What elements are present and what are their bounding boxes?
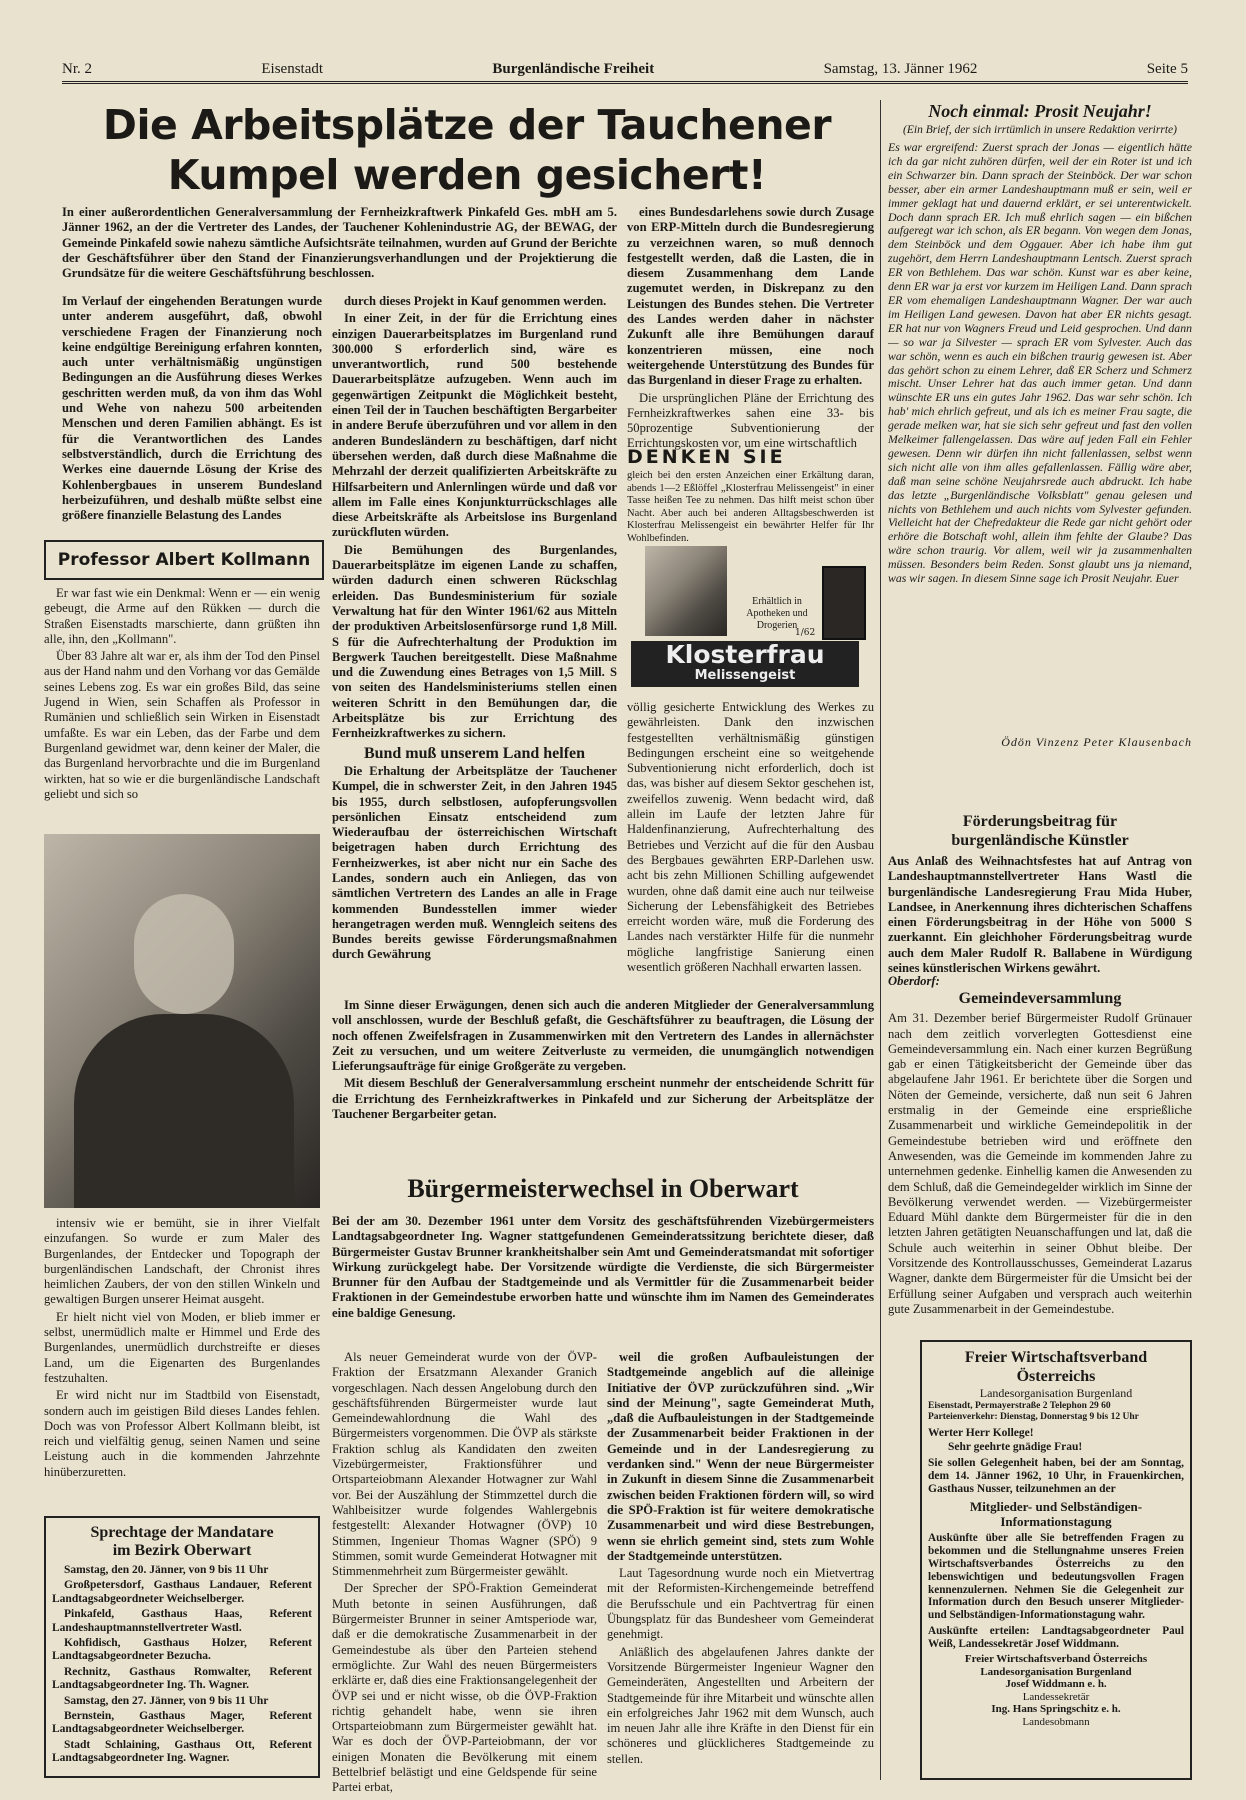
ad-note: Erhältlich in Apotheken und Drogerien <box>746 596 808 631</box>
wirtschaft-box <box>920 1340 1192 1780</box>
issue-number: Nr. 2 <box>62 61 92 77</box>
kollmann-p2: Über 83 Jahre alt war er, als ihm der Tod den Pinsel aus der Hand nahm und den Vorhang vor das Gemälde seines Lebens zog. Es war ein großes Bild, das seine Jugend in Wien, sein Schaffen als Professor in Rumänien und schließlich sein Wirken in Eisenstadt umfaßte. Es war ein Leben, das der Farbe und dem Burgenland gewidmet war, denn keiner der Maler, die das Burgenland hervorbrachte und die im Burgenland wirkten, hat so wie er die burgenländische Landschaft geliebt und sich so <box>44 649 320 801</box>
oberdorf-article <box>888 974 1192 1340</box>
wirtschaft-sign-1-role: Landessekretär <box>1022 1690 1090 1703</box>
col2-c: Die Bemühungen des Burgenlandes, Dauerarbeitsplätze im eigenen Lande zu schaffen, würden dadurch einen schweren Rückschlag erleiden. Das Bundesministerium für soziale Verwaltung hat für den Winter 1961/62 aus Mitteln der produktiven Arbeitslosenfürsorge rund 1,8 Mill. S für die Aufrechterhaltung der Produktion im Bergwerk Tauchen bereitgestellt. Diese Maßnahme und die Zuwendung eines Betrages von 1,5 Mill. S von seiten des Handelsministeriums stellen einen weiteren Schritt in den Bemühungen dar, die Arbeitsplätze bis zur Errichtung des Fernheizkraftwerkes zu sichern. <box>332 542 617 741</box>
sprechtage-item: Pinkafeld, Gasthaus Haas, Referent Landeshauptmannstellvertreter Wastl. <box>52 1608 312 1634</box>
main-col-3: völlig gesicherte Entwicklung des Werkes zu gewährleisten. Dank den inzwischen festgestellten verhältnismäßig günstigen Bedingungen erscheint eine so weitgehende Subventionierung nicht erforderlich, doch ist das, was bisher auf diesem Sektor geschehen ist, zweifellos zuwenig. Wenn bedacht wird, daß allein im Laufe der letzten Jahre für Haldenfinanzierung, Aufrechterhaltung des Betriebes und Verzicht auf die für den Ausbau des Bergbaues gewährten ERP-Darlehen usw. acht bis zehn Millionen Schilling aufgewendet wurden, ohne daß damit eine auch nur teilweise Sicherung der Lebensfähigkeit des Betriebes erreicht worden wäre, muß die Forderung des Landes nach verstärkter Hilfe für die nunmehr mögliche langfristige Sanierung einen wesentlich größeren Nachhall erwarten lassen. <box>627 700 874 975</box>
newspaper-name: Burgenländische Freiheit <box>492 61 655 77</box>
oberwart-title: Bürgermeisterwechsel in Oberwart <box>407 1174 799 1203</box>
oberwart-title-wrap <box>332 1170 874 1210</box>
subhead: Bund muß unserem Land helfen <box>363 744 586 762</box>
oberdorf-title: Gemeindeversammlung <box>958 990 1122 1008</box>
ad-brand-sub: Melissengeist <box>694 668 796 683</box>
kollmann-text-1 <box>44 586 320 824</box>
column-divider <box>880 100 881 1780</box>
sprechtage-item: Stadt Schlaining, Gasthaus Ott, Referent Landtagsabgeordneter Ing. Wagner. <box>52 1738 312 1765</box>
wirtschaft-greeting-2: Sehr geehrte gnädige Frau! <box>948 1440 1083 1453</box>
place: Eisenstadt <box>261 61 324 77</box>
sprechtage-item: Kohfidisch, Gasthaus Holzer, Referent Landtagsabgeordneter Bezucha. <box>52 1637 312 1663</box>
neujahr-signature: Ödön Vinzenz Peter Klausenbach <box>1001 735 1192 749</box>
portrait-face <box>134 894 234 1014</box>
oberwart-a1: Als neuer Gemeinderat wurde von der ÖVP-Fraktion der Ersatzmann Alexander Granich vorgeschlagen. Nach dessen Angelobung durch den geschäftsführenden Bürgermeister wurde laut Gemeindewahlordnung die Wahl des Bürgermeisters vorgenommen. Die ÖVP als stärkste Fraktion schlug als Kandidaten den zweiten Vizebürgermeister, Fraktionsführer und Ortsparteiobmann Alexander Hotwagner zur Wahl vor. Bei der Auszählung der Stimmzettel durch die Wahlbeisitzer wurde folgendes Wahlergebnis festgestellt: Alexander Hotwagner (ÖVP) 10 Stimmen, Ingenieur Thomas Wagner (SPÖ) 9 Stimmen, somit wurde Gemeinderat Hotwagner mit Stimmenmehrheit zum Bürgermeister gewählt. <box>332 1350 597 1579</box>
kollmann-p3: intensiv wie er bemüht, sie in ihrer Vielfalt einzufangen. So wurde er zum Maler des Burgenlandes, der Entdecker und Topograph der burgenländischen Landschaft, der Chronist ihres heimlichen Zaubers, der von den stillen Winkeln und gewaltigen Burgen unserer Heimat ausgeht. <box>44 1216 320 1307</box>
sprechtage-box <box>44 1516 320 1778</box>
ad-code: 1/62 <box>795 628 816 638</box>
oberwart-b2: Laut Tagesordnung wurde noch ein Mietvertrag mit der Reformisten-Kirchengemeinde betreffend die Berufsschule und ein Pachtvertrag für einen Übungsplatz für das Bundesheer vom Gemeinderat genehmigt. <box>607 1566 874 1642</box>
klosterfrau-ad <box>627 446 874 690</box>
wirtschaft-invite: Sie sollen Gelegenheit haben, bei der am Sonntag, dem 14. Jänner 1962, 10 Uhr, in Frauenkirchen, Gasthaus Nusser, teilzunehmen an der <box>928 1456 1184 1496</box>
foerderung-title: Förderungsbeitrag für burgenländische Künstler <box>951 813 1129 849</box>
oberwart-lead: Bei der am 30. Dezember 1961 unter dem Vorsitz des geschäftsführenden Vizebürgermeisters Landtagsabgeordneter Ing. Wagner stattgefundenen Gemeinderatssitzung berichtete dieser, daß Bürgermeister Gustav Brunner krankheitshalber sein Amt und Gemeinderatsmandat mit sofortiger Wirkung zurückgelegt habe. Der Vorsitzende würdigte die Verdienste, die sich Bürgermeister Brunner für den Aufbau der Stadtgemeinde und als Vermittler für die Zusammenarbeit beider Fraktionen in der Gemeindestube erworben hatte und wünschte ihm im Namen des Gemeinderates eine baldige Genesung. <box>332 1214 874 1320</box>
main-col-2 <box>332 294 617 992</box>
lead-right-text: eines Bundesdarlehens sowie durch Zusage von ERP-Mitteln durch die Bundesregierung zu verzeichnen waren, so muß dennoch festgestellt werden, daß die Lasten, die in diesem Zusammenhang dem Lande zugemutet werden, in Diskrepanz zu den Leistungen des Bundes stehen. Die Vertreter des Landes werden daher in nächster Zukunft alle ihre Bemühungen darauf konzentrieren müssen, eine noch weitergehende Unterstützung des Bundes für das Burgenland in dieser Frage zu erhalten. <box>627 205 874 388</box>
oberwart-b3: Anläßlich des abgelaufenen Jahres dankte der Vorsitzende Bürgermeister Ingenieur Wagner den Gemeinderäten, Angestellten und Arbeitern der Stadtgemeinde für ihre Mitarbeit und wünschte allen ein erfolgreiches Jahr 1962 mit dem Wunsch, auch im neuen Jahr alle ihre Kräfte in den Dienst für ein schöneres und glücklicheres Stadtgemeinde zu stellen. <box>607 1644 874 1766</box>
wirtschaft-sign-1: Josef Widdmann e. h. <box>1005 1678 1107 1691</box>
neujahr-text: Es war ergreifend: Zuerst sprach der Jonas — eigentlich hätte ich da gar nicht zuhören dürfen, weil der ein Roter ist und ich ein Schwarzer bin. Dann sprach der Steinböck. Der war schon besser, aber ein armer Landeshauptmann muß er sein, weil er immer geklagt hat und dauernd erklärt, er sei unterentwickelt. Doch dann sprach ER. Ich muß ehrlich sagen — ein bißchen aufgeregt war ich schon, als ER begann. Von wegen dem Jonas, dem Steinböck und dem Oggauer. Aber ich habe ihm gut zugehört, dem Herrn Landeshauptmann Lentsch. Zuerst sprach ER von Bethlehem. Das war schön. Kunst war es aber keine, denn ER war ja erst vor kurzem im Heiligen Land. Dann sprach ER vom ehemaligen Landeshauptmann Wagner. Der war auch im Heiligen Land gewesen. Davon hat aber ER nichts gesagt. ER hat nur von Wagners Freud und Leid gesprochen. Und dann — so war ja Silvester — sprach ER vom Sylvester. Auch das war schön, wenn es auch ein bißchen traurig gewesen ist. Aber das gehört schon zu einem Lehrer, daß ER Scherz und Schmerz mischt. Unser Lehrer hat das auch immer getan. Und dann wünschte ER uns ein gutes Jahr 1962. Das war sehr schön. Ich hab' mich ehrlich gefreut, und als ich es meiner Frau sagte, die gerade melken war, hat sie sich sehr gefreut und fast den vollen Melkeimer fallengelassen. Das wäre auf jeden Fall ein Fehler gewesen. Denn wir dürfen ihn nicht fallenlassen, selbst wenn sich nicht alle von ihm alles gefallenlassen. Fällig wäre aber, daß man seine schöne Neujahrsrede auch abdruckt. Ich habe das letzte „Burgenländische Volksblatt" genau gelesen und nichts von Bethlehem und auch nichts vom Sylvester gefunden. Vielleicht hat der Chefredakteur die Rede gar nicht gehört oder erhöre die Botschaft wohl, allein ihm fehlte der Glaube? Das wäre schon traurig. Vor allem, weil wir ja zusammenhalten müssen. Besonders beim Reden. Sonst glaubt uns ja niemand, was wir sagen. In diesem Sinne sage ich Prosit Neujahr. Euer <box>888 140 1192 586</box>
sprechtage-list <box>52 1564 312 1766</box>
ad-brand-banner <box>631 641 859 687</box>
oberwart-col-a <box>332 1350 597 1795</box>
wirtschaft-sign-2-role: Landesobmann <box>1022 1715 1090 1728</box>
wirtschaft-event-title: Mitglieder- und Selbständigen-Informationstagung <box>969 1499 1143 1530</box>
sprechtage-item: Bernstein, Gasthaus Mager, Referent Landtagsabgeordneter Weichselberger. <box>52 1710 312 1736</box>
neujahr-subtitle: (Ein Brief, der sich irrtümlich in unsere Redaktion verirrte) <box>903 124 1177 136</box>
sprechtage-title-2: im Bezirk Oberwart <box>112 1542 252 1559</box>
portrait-body <box>74 1014 294 1208</box>
oberwart-col-b <box>607 1350 874 1778</box>
sprechtage-item: Samstag, den 20. Jänner, von 9 bis 11 Uhr <box>64 1564 269 1576</box>
page-header <box>62 52 1188 84</box>
col2-d: Die Erhaltung der Arbeitsplätze der Tauchener Kumpel, die in schwerster Zeit, in den Jahren 1945 bis 1955, durch selbstlosen, aufopferungsvollen persönlichen Einsatz entscheidend zum Wiederaufbau der österreichischen Wirtschaft beigetragen haben durch Errichtung des Fernheizwerkes, ist aber nicht nur ein Sache des Landes, sondern auch ein Anliegen, das von sämtlichen Vertretern des Landes an alle in Frage kommenden Bundesstellen immer wieder herangetragen werden muß. Wenngleich seitens des Bundes bereits gewisse Förderungsmaßnahmen durch Gewährung <box>332 763 617 962</box>
lead-right-text-2: Die ursprünglichen Pläne der Errichtung des Fernheizkraftwerkes sahen eine 33- bis 50prozentige Subventionierung der Errichtungskosten vor, um eine wirtschaftlich <box>627 390 874 451</box>
sprechtage-item: Rechnitz, Gasthaus Romwalter, Referent Landtagsabgeordneter Ing. Th. Wagner. <box>52 1665 312 1692</box>
oberdorf-place: Oberdorf: <box>888 974 940 988</box>
headline-line-1: Die Arbeitsplätze der Tauchener <box>102 101 832 149</box>
page-number: Seite 5 <box>1146 61 1188 77</box>
wirtschaft-title-1: Freier Wirtschaftsverband <box>964 1349 1148 1366</box>
kollmann-title: Professor Albert Kollmann <box>57 550 311 570</box>
sprechtage-item: Samstag, den 27. Jänner, von 9 bis 11 Uhr <box>64 1694 269 1707</box>
ad-text: gleich bei den ersten Anzeichen einer Erkältung daran, abends 1—2 Eßlöffel „Klosterfrau Melissengeist" in einer Tasse heißen Tee zu nehmen. Das hilft meist schon über Nacht. Aber auch bei anderen Alltagsbeschwerden ist Klosterfrau Melissengeist ein bewährter Helfer für Ihr Wohlbefinden. <box>627 470 874 544</box>
kollmann-portrait <box>44 834 320 1208</box>
foerderung-article <box>888 812 1192 976</box>
oberdorf-text: Am 31. Dezember berief Bürgermeister Rudolf Grünauer nach dem zeitlich vorverlegten Gottesdienst eine Gemeindeversammlung ein. Nach einer kurzen Begrüßung gab er einen Tätigkeitsbericht der Gemeinde über das abgelaufene Jahr 1961. Er berichtete über die Sorgen und Nöten der Gemeinde, versicherte, daß nun seit 6 Jahren erstmalig in der Gemeinde eine ersprießliche Zusammenarbeit und wirkliche Gemeindepolitik in der Gemeindestube betrieben wird und eröffnete den Anwesenden, was die Gemeinde im kommenden Jahre zu unternehmen gedenke. Einhellig kamen die Anwesenden zu dem Schluß, daß die Gemeindegelder wirklich im Sinne der Bevölkerung verwendet werden. — Vizebürgermeister Eduard Mühl dankte dem Bürgermeister für die in den letzten Jahren getätigten Neuanschaffungen und lat, daß die Schule auch weiterhin in seiner Obhut bleibe. Der Vorsitzende des Kontrollausschusses, Gemeinderat Lazarus Wagner, dankte dem Bürgermeister für die Umsicht bei der Erfüllung seiner Aufgaben und versprach auch weiterhin gute Zusammenarbeit in der Gemeindestube. <box>888 1011 1192 1316</box>
closing-1: Im Sinne dieser Erwägungen, denen sich auch die anderen Mitglieder der Generalversammlung voll anschlossen, wurde der Beschluß gefaßt, die Geschäftsführer zu beauftragen, die Lösung der noch offenen Zweifelsfragen in Zusammenwirken mit den Vertretern des Landes in allernächster Zeit zu versuchen, und um weitere Zeitverluste zu vermeiden, die unumgänglich notwendigen Lieferungsaufträge für einige Großgeräte zu vergeben. <box>332 998 874 1074</box>
wirtschaft-greeting-1: Werter Herr Kollege! <box>928 1427 1034 1440</box>
oberwart-a2: Der Sprecher der SPÖ-Fraktion Gemeinderat Muth betonte in seinen Ausführungen, daß Bürgermeister Brunner in seiner Amtsperiode war, daß er die demokratische Zusammenarbeit in der Gemeindestube als über den Parteien stehend ermöglichte. Zur Wahl des neuen Bürgermeisters erklärte er, daß dies eine Fraktionsangelegenheit der ÖVP sei und er nicht wisse, ob die ÖVP-Fraktion richtig gehandelt habe, wenn sie ihren Ortsparteiobmann zum Bürgermeister gewählt hat. War es doch der ÖVP-Parteiobmann, der vor einigen Monaten die Bevölkerung mit einem Bettelbrief belästigt und eine Geldspende für seine Partei erbat, <box>332 1581 597 1795</box>
ad-bottle-image <box>822 566 866 640</box>
kollmann-text-2 <box>44 1216 320 1506</box>
main-headline <box>62 100 872 202</box>
col2-a: durch dieses Projekt in Kauf genommen werden. <box>344 294 607 308</box>
ad-brand: Klosterfrau <box>665 640 825 669</box>
wirtschaft-contact: Auskünfte erteilen: Landtagsabgeordneter Paul Weiß, Landessekretär Josef Widdmann. <box>928 1624 1184 1650</box>
wirtschaft-title-2: Österreichs <box>1016 1368 1096 1385</box>
wirtschaft-address: Eisenstadt, Permayerstraße 2 Telephon 29 60 <box>928 1401 1111 1412</box>
ad-woman-image <box>645 546 727 636</box>
main-closing <box>332 998 874 1164</box>
wirtschaft-hours: Parteienverkehr: Dienstag, Donnerstag 9 bis 12 Uhr <box>928 1412 1139 1423</box>
wirtschaft-sign-org: Freier Wirtschaftsverband Österreichs Landesorganisation Burgenland <box>964 1653 1148 1678</box>
col2-b: In einer Zeit, in der für die Errichtung eines einzigen Dauerarbeitsplatzes im Burgenland rund 300.000 S erforderlich sind, wäre es unverantwortlich, rund 500 bestehende Dauerarbeitsplätze aufzugeben. Wenn auch im gegenwärtigen Zeitpunkt die Möglichkeit besteht, einen Teil der in Tauchen beschäftigten Bergarbeiter in andere Berufe überzuführen und vor allem in den anderen Bundesländern zu beschäftigen, darf nicht übersehen werden, daß durch diese Maßnahme die Mehrzahl der derzeit qualifizierten Arbeitskräfte zu Hilfsarbeitern und Anlernlingen würde und daß vor allem im Falle eines Konjunkturrückschlages alle diese Arbeitskräfte als Arbeitslose ins Burgenland zurückfluten würden. <box>332 311 617 540</box>
wirtschaft-sign-2: Ing. Hans Springschitz e. h. <box>991 1703 1121 1716</box>
headline-line-2: Kumpel werden gesichert! <box>167 151 767 199</box>
sprechtage-item: Großpetersdorf, Gasthaus Landauer, Referent Landtagsabgeordneter Weichselberger. <box>52 1579 312 1605</box>
kollmann-p4: Er hielt nicht viel von Moden, er blieb immer er selbst, unermüdlich malte er Himmel und Erde des Burgenlandes, unermüdlich durchstreifte er dieses Land, um die Eigenarten des Burgenlandes festzuhalten. <box>44 1309 320 1385</box>
foerderung-text: Aus Anlaß des Weihnachtsfestes hat auf Antrag von Landeshauptmannstellvertreter Hans Wastl die burgenländische Landesregierung Frau Mida Huber, Landsee, in Anerkennung ihres dichterischen Schaffens einen Förderungsbeitrag in der Höhe von 5000 S zuerkannt. Ein gleichhoher Förderungsbeitrag wurde auch dem Maler Rudolf R. Ballabene in Würdigung seines künstlerischen Wirkens gewährt. <box>888 854 1192 976</box>
kollmann-title-box <box>44 540 324 580</box>
issue-date: Samstag, 13. Jänner 1962 <box>823 61 978 77</box>
kollmann-p5: Er wird nicht nur im Stadtbild von Eisenstadt, sondern auch im geistigen Bild dieses Landes fehlen. Doch was von Professor Albert Kollmann bleibt, ist reich und vielfältig genug, seinen Namen und seine Leistung auch in die kommenden Jahrzehnte hinüberzuretten. <box>44 1388 320 1479</box>
closing-2: Mit diesem Beschluß der Generalversammlung erscheint nunmehr der entscheidende Schritt für die Errichtung des Fernheizkraftwerkes in Pinkafeld und zur Sicherung der Arbeitsplätze der Tauchener Bergarbeiter getan. <box>332 1076 874 1122</box>
neujahr-title: Noch einmal: Prosit Neujahr! <box>928 101 1152 121</box>
main-lead-right <box>627 205 874 451</box>
oberwart-b1: weil die großen Aufbauleistungen der Stadtgemeinde angeblich auf die alleinige Initiative der ÖVP zurückzuführen sind. „Wir sind der Meinung", sagte Gemeinderat Muth, „daß die Aufbauleistungen in der Stadtgemeinde der Zusammenarbeit beider Fraktionen in der Gemeinde und in der Landesregierung zu verdanken sind." Wenn der neue Bürgermeister in Zukunft in diesem Sinne die Zusammenarbeit zwischen beiden Fraktionen fördern will, so wird die SPÖ-Fraktion ist für weitere demokratische Zusammenarbeit und wird diese Bestrebungen, wenn sie ehrlich gemeint sind, stets zum Wohle der Stadtgemeinde unterstützen. <box>607 1350 874 1563</box>
main-col-1: Im Verlauf der eingehenden Beratungen wurde unter anderem ausgeführt, daß, obwohl verschiedene Fragen der Finanzierung noch keine endgültige Bereinigung erfahren konnten, auch unter verhältnismäßig ungünstigen Bedingungen an die Ausführung dieses Werkes geschritten werden muß, da von ihm das Wohl und Wehe von nahezu 500 arbeitenden Menschen und deren Familien abhängt. Es ist für die Verantwortlichen des Landes selbstverständlich, durch die Errichtung des Werkes eine dauernde Lösung der Krise des Kohlenbergbaues in unserem Bundesland herbeizuführen, und deshalb müßte selbst eine größere finanzielle Belastung des Landes <box>62 294 322 523</box>
main-lead: In einer außerordentlichen Generalversammlung der Fernheizkraftwerk Pinkafeld Ges. mbH am 5. Jänner 1962, an der die Vertreter des Landes, der Tauchener Kohlenindustrie AG, der BEWAG, der Gemeinde Pinkafeld sowie nahezu sämtliche Aufsichtsräte teilnahmen, wurden auf Grund der Berichte der Geschäftsführer über den Stand der Finanzierungsverhandlungen und der Projektierung die Grundsätze für die weitere Geschäftsführung beschlossen. <box>62 205 617 281</box>
ad-title: DENKEN SIE <box>627 446 786 468</box>
sprechtage-title-1: Sprechtage der Mandatare <box>90 1524 274 1541</box>
kollmann-p1: Er war fast wie ein Denkmal: Wenn er — ein wenig gebeugt, die Arme auf den Rükken — durch die Straßen Eisenstadts marschierte, dann grüßten ihn alle, ihn, den „Kollmann". <box>44 586 320 646</box>
wirtschaft-org: Landesorganisation Burgenland <box>979 1386 1133 1400</box>
wirtschaft-event-text: Auskünfte über alle Sie betreffenden Fragen zu bekommen und die Stellungnahme unseres Freien Wirtschaftsverbandes Österreichs zu den lebenswichtigen und bedeutungsvollen Fragen kennenzulernen. Nehmen Sie die Gelegenheit zur Information durch den Besuch unserer Mitglieder- und Selbständigen-Informationstagung wahr. <box>928 1532 1184 1622</box>
neujahr-article <box>888 100 1192 790</box>
